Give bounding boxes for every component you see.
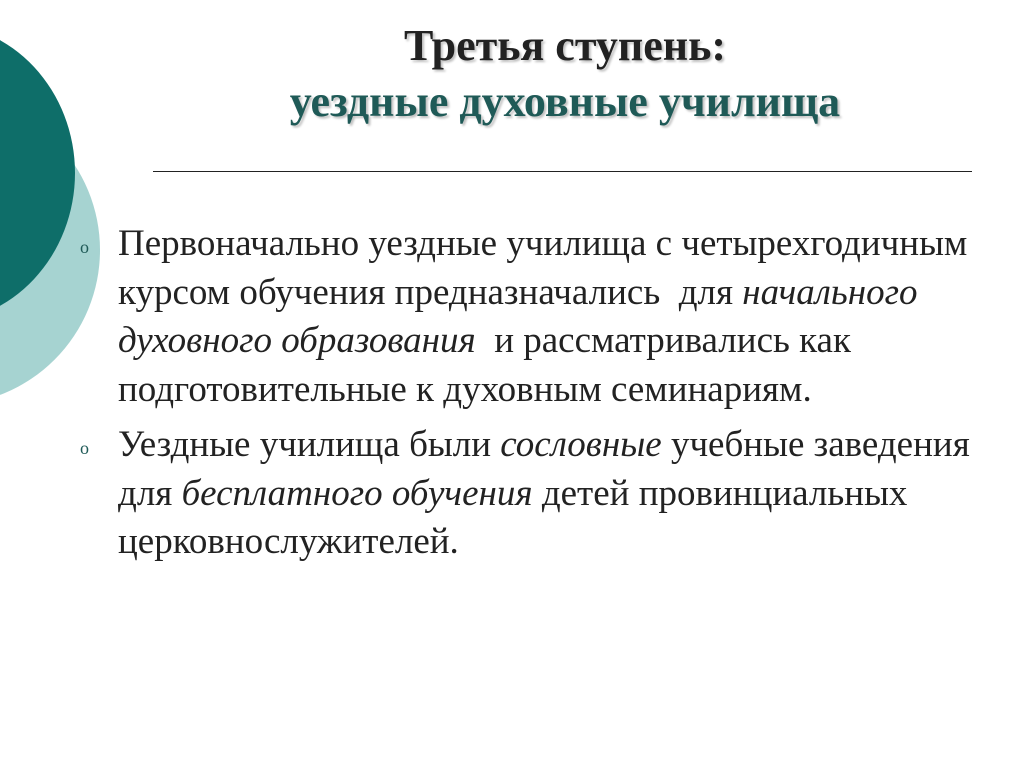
bullet-text-emphasis: начального духовного образования	[118, 271, 918, 361]
bullet-text-segment: Уездные училища были	[118, 424, 501, 465]
title-line-2: уездные духовные училища	[289, 77, 841, 126]
bullet-text-segment: и рассматривались как подготовительные к духовным семинариям.	[118, 320, 861, 410]
bullet-text-emphasis: бесплатного обучения	[181, 472, 533, 514]
title-divider	[153, 171, 972, 172]
bullet-text-segment: учебные заведения для	[118, 424, 979, 514]
bullet-list	[80, 220, 1000, 574]
bullet-marker: o	[80, 237, 89, 257]
bullet-text-segment: детей провинциальных церковнослужителей.	[118, 472, 917, 562]
bullet-text	[118, 421, 1000, 567]
bullet-item-1	[80, 220, 1000, 414]
title-line-1: Третья ступень:	[403, 21, 727, 70]
bullet-item-2	[80, 421, 1000, 567]
bullet-text	[118, 220, 1000, 414]
slide-title	[150, 18, 980, 130]
bullet-text-emphasis: сословные	[500, 424, 662, 465]
bullet-marker: o	[80, 438, 89, 458]
bullet-text-segment: Первоначально уездные училища с четырехгодичным курсом обучения предназначались для	[118, 223, 977, 313]
